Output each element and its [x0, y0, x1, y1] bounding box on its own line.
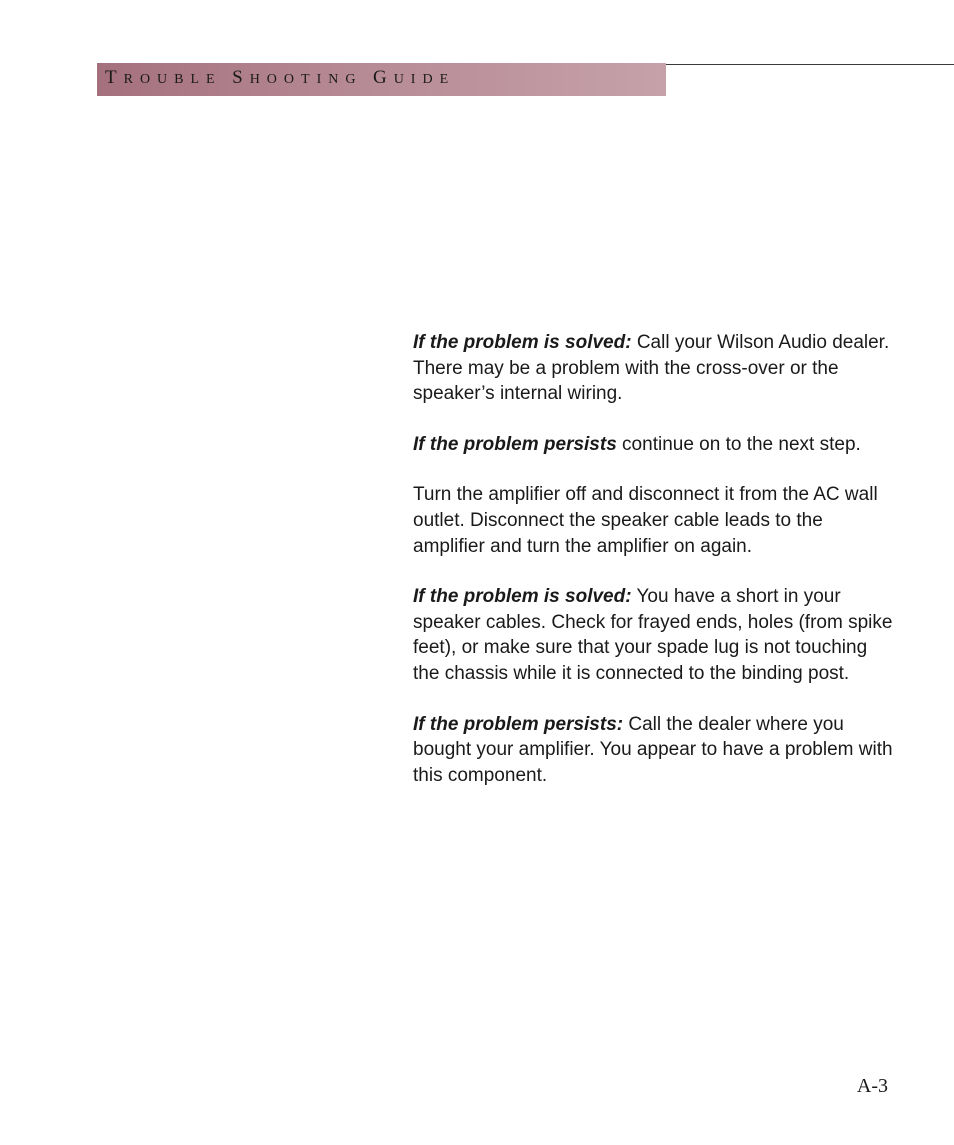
header-rule — [666, 64, 954, 65]
body-content — [413, 330, 893, 813]
paragraph-text: You have a short in your speaker cables. Check for frayed ends, holes (from spike feet), or make sure that your spade lug is not touching the chassis while it is connected to the binding post. — [413, 586, 893, 684]
title-word-shooting: SHOOTING — [232, 67, 363, 88]
paragraph-lead: If the problem is solved: — [413, 332, 632, 353]
title-word-guide: GUIDE — [372, 67, 456, 88]
paragraph-lead: If the problem is solved: — [413, 586, 632, 608]
paragraph-persists-call-dealer — [413, 712, 893, 789]
paragraph-text: continue on to the next step. — [616, 433, 861, 455]
paragraph-disconnect-amplifier — [413, 482, 893, 559]
paragraph-text: Turn the amplifier off and disconnect it from the AC wall outlet. Disconnect the speaker cable leads to the amplifier and turn the amplifier on again. — [413, 484, 878, 557]
title-word-trouble: TROUBLE — [105, 67, 222, 88]
paragraph-solved-dealer — [413, 330, 893, 407]
paragraph-text: Call the dealer where you bought your amplifier. You appear to have a problem with this component. — [413, 713, 893, 786]
paragraph-lead: If the problem persists — [413, 433, 617, 455]
paragraph-persists-next-step — [413, 432, 893, 458]
page-number: A-3 — [856, 1075, 888, 1097]
paragraph-lead: If the problem persists: — [413, 713, 624, 735]
section-title — [105, 66, 455, 92]
section-header-band — [97, 63, 666, 96]
paragraph-solved-short-cables — [413, 584, 893, 686]
paragraph-text: Call your Wilson Audio dealer. There may be a problem with the cross-over or the speaker’s internal wiring. — [413, 332, 890, 405]
